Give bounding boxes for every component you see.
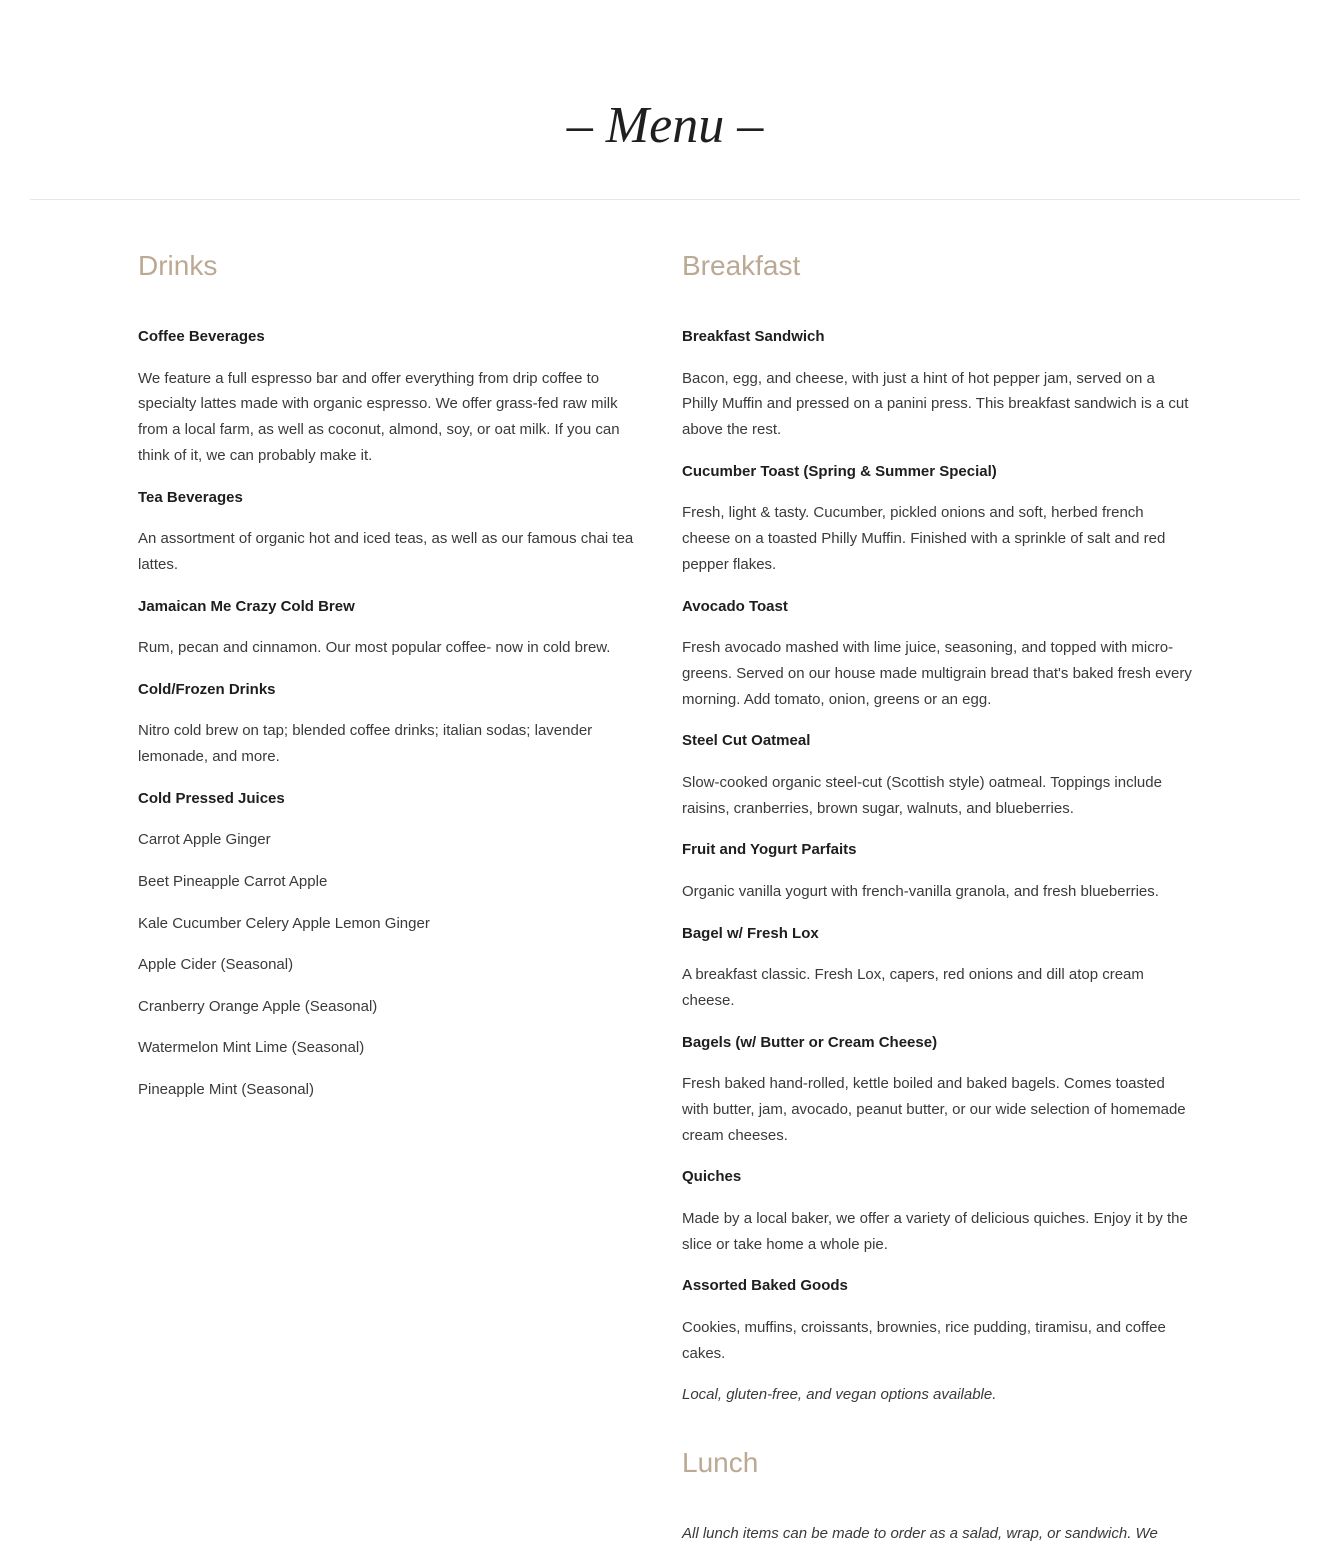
menu-item-description: Fresh avocado mashed with lime juice, seasoning, and topped with micro-greens. Served on our house made multigrain bread that's baked fresh every morning. Add tomato, onion, greens or an egg. (682, 639, 1192, 708)
juice-item: Beet Pineapple Carrot Apple (138, 872, 328, 890)
menu-item-description: Bacon, egg, and cheese, with just a hint of hot pepper jam, served on a Philly Muffin and pressed on a panini press. This breakfast sandwich is a cut above the rest. (682, 369, 1189, 439)
menu-item-title: Coffee Beverages (138, 328, 265, 345)
menu-item-title: Cold Pressed Juices (138, 789, 285, 807)
menu-item-description: Nitro cold brew on tap; blended coffee drinks; italian sodas; lavender lemonade, and more. (138, 722, 593, 766)
menu-item-description: An assortment of organic hot and iced teas, as well as our famous chai tea lattes. (138, 530, 634, 573)
menu-item-description: A breakfast classic. Fresh Lox, capers, red onions and dill atop cream cheese. (682, 966, 1144, 1009)
menu-item-description: Fresh baked hand-rolled, kettle boiled and baked bagels. Comes toasted with butter, jam, avocado, peanut butter, or our wide selection of homemade cream cheeses. (682, 1075, 1186, 1144)
menu-item-title: Assorted Baked Goods (682, 1277, 848, 1295)
juice-item: Carrot Apple Ginger (138, 831, 271, 849)
juice-item: Kale Cucumber Celery Apple Lemon Ginger (138, 914, 430, 932)
page-title: – Menu – (566, 97, 764, 154)
menu-item-title: Avocado Toast (682, 597, 788, 615)
section-heading-lunch: Lunch (682, 1447, 759, 1479)
menu-item-description: Cookies, muffins, croissants, brownies, rice pudding, tiramisu, and coffee cakes. (682, 1318, 1166, 1362)
lunch-note: All lunch items can be made to order as a salad, wrap, or sandwich. We (682, 1525, 1158, 1543)
menu-item-description: Fresh, light & tasty. Cucumber, pickled onions and soft, herbed french cheese on a toasted Philly Muffin. Finished with a sprinkle of salt and red pepper flakes. (682, 504, 1166, 573)
juice-item: Watermelon Mint Lime (Seasonal) (138, 1039, 365, 1057)
section-heading-drinks: Drinks (138, 250, 218, 281)
section-heading-breakfast: Breakfast (682, 250, 801, 281)
menu-item-description: Rum, pecan and cinnamon. Our most popular coffee- now in cold brew. (138, 639, 611, 657)
menu-item-title: Tea Beverages (138, 488, 243, 506)
menu-item-title: Breakfast Sandwich (682, 328, 825, 345)
breakfast-section (682, 247, 1194, 1563)
menu-item-title: Bagels (w/ Butter or Cream Cheese) (682, 1033, 938, 1051)
menu-item-title: Jamaican Me Crazy Cold Brew (138, 597, 355, 615)
menu-item-description: We feature a full espresso bar and offer everything from drip coffee to specialty lattes made with organic espresso. We offer grass-fed raw milk from a local farm, as well as coconut, almond, soy, or oat milk. If you can think of it, we can probably make it. (138, 369, 620, 464)
juice-item: Cranberry Orange Apple (Seasonal) (138, 997, 378, 1015)
menu-item-title: Bagel w/ Fresh Lox (682, 924, 819, 942)
divider (30, 199, 1300, 200)
menu-item-description: Slow-cooked organic steel-cut (Scottish style) oatmeal. Toppings include raisins, cranberries, brown sugar, walnuts, and blueberries. (682, 773, 1162, 817)
menu-item-title: Cold/Frozen Drinks (138, 680, 276, 698)
menu-item-title: Quiches (682, 1168, 742, 1186)
menu-item-description: Made by a local baker, we offer a variety of delicious quiches. Enjoy it by the slice or take home a whole pie. (682, 1209, 1188, 1253)
juice-item: Pineapple Mint (Seasonal) (138, 1080, 314, 1098)
drinks-section (138, 247, 638, 1118)
menu-item-title: Steel Cut Oatmeal (682, 732, 811, 750)
breakfast-note: Local, gluten-free, and vegan options available. (682, 1386, 997, 1404)
menu-item-title: Cucumber Toast (Spring & Summer Special) (682, 462, 997, 480)
juice-item: Apple Cider (Seasonal) (138, 956, 294, 974)
menu-item-description: Organic vanilla yogurt with french-vanilla granola, and fresh blueberries. (682, 882, 1159, 900)
menu-item-title: Fruit and Yogurt Parfaits (682, 841, 857, 859)
